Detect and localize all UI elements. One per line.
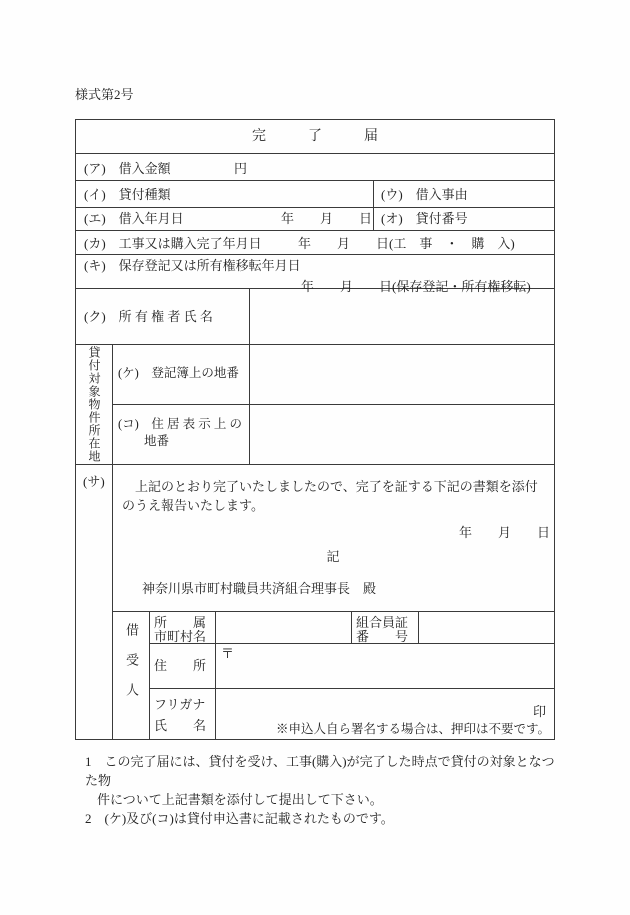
addressee: 神奈川県市町村職員共済組合理事長 殿: [142, 581, 377, 596]
grid-line: [76, 254, 554, 255]
member-no-label-line1: 組合員証: [356, 615, 409, 630]
grid-line: [112, 344, 113, 739]
seal-note: ※申込人自ら署名する場合は、押印は不要です。: [275, 722, 550, 736]
completion-report-table: [75, 119, 555, 740]
footnote-1-line1: 1 この完了届には、貸付を受け、工事(購入)が完了した時点で貸付の対象となつた物: [85, 754, 555, 788]
row-ke-field: [250, 345, 554, 403]
grid-line: [76, 180, 554, 181]
row-ki-label: (キ) 保存登記又は所有権移転年月日: [84, 258, 301, 273]
member-no-label-line2: 番 号: [356, 629, 409, 644]
row-e-label: (エ) 借入年月日: [84, 211, 184, 226]
form-number: 様式第2号: [75, 87, 134, 102]
row-e-date: 年 月 日: [281, 211, 373, 226]
name-label-line1: フリガナ: [154, 697, 206, 712]
name-label-line2: 氏 名: [154, 718, 207, 733]
municipality-field: [216, 612, 351, 643]
row-ku-label: (ク) 所 有 権 者 氏 名: [84, 309, 213, 324]
member-no-field: [419, 612, 554, 643]
row-i-label: (イ) 貸付種類: [84, 187, 171, 202]
grid-line: [76, 153, 554, 154]
grid-line: [76, 207, 554, 208]
municipality-label-line2: 市町村名: [154, 629, 207, 644]
row-u-label: (ウ) 借入事由: [381, 187, 468, 202]
grid-line: [351, 611, 352, 643]
row-sa-label: (サ): [83, 474, 105, 489]
borrower-vertical-label: 借受人: [124, 623, 139, 713]
row-a-label: (ア) 借入金額: [84, 161, 171, 176]
ki-mark: 記: [326, 549, 340, 564]
row-ki-date: 年 月 日(保存登記・所有権移転): [301, 279, 531, 294]
footnotes: [85, 752, 563, 828]
row-ku-owner-field: [250, 289, 554, 344]
footnote-2: 2 (ケ)及び(コ)は貸付申込書に記載されたものです。: [85, 811, 394, 826]
row-a-amount-field: [136, 156, 231, 178]
footnote-1-line2: 件について上記書類を添付して提出して下さい。: [97, 792, 383, 807]
row-ka-label: (カ) 工事又は購入完了年月日: [84, 236, 262, 251]
address-label: 住 所: [154, 658, 207, 673]
row-ko-label-line1: (コ) 住 居 表 示 上 の: [118, 417, 242, 431]
row-ke-label: (ケ) 登記簿上の地番: [118, 366, 239, 380]
municipality-label-line1: 所 属: [154, 615, 207, 630]
row-o-label: (オ) 貸付番号: [381, 211, 468, 226]
seal-mark: 印: [532, 704, 546, 719]
property-location-vertical-label: 貸付対象物件所在地: [87, 346, 101, 463]
grid-line: [76, 464, 554, 465]
row-ko-label-line2: 地番: [144, 434, 170, 448]
row-ko-field: [250, 405, 554, 463]
statement-date: 年 月 日: [458, 525, 550, 540]
address-field: [216, 644, 554, 687]
grid-line: [373, 180, 374, 230]
completion-statement: 上記のとおり完了いたしましたので、完了を証する下記の書類を添付のうえ報告いたします。: [122, 479, 538, 513]
grid-line: [149, 611, 150, 739]
row-a-unit: 円: [234, 161, 248, 176]
grid-line: [76, 230, 554, 231]
row-ka-date: 年 月 日(工 事 ・ 購 入): [298, 236, 515, 251]
form-title: 完 了 届: [252, 129, 378, 144]
postal-mark: 〒: [221, 646, 235, 661]
